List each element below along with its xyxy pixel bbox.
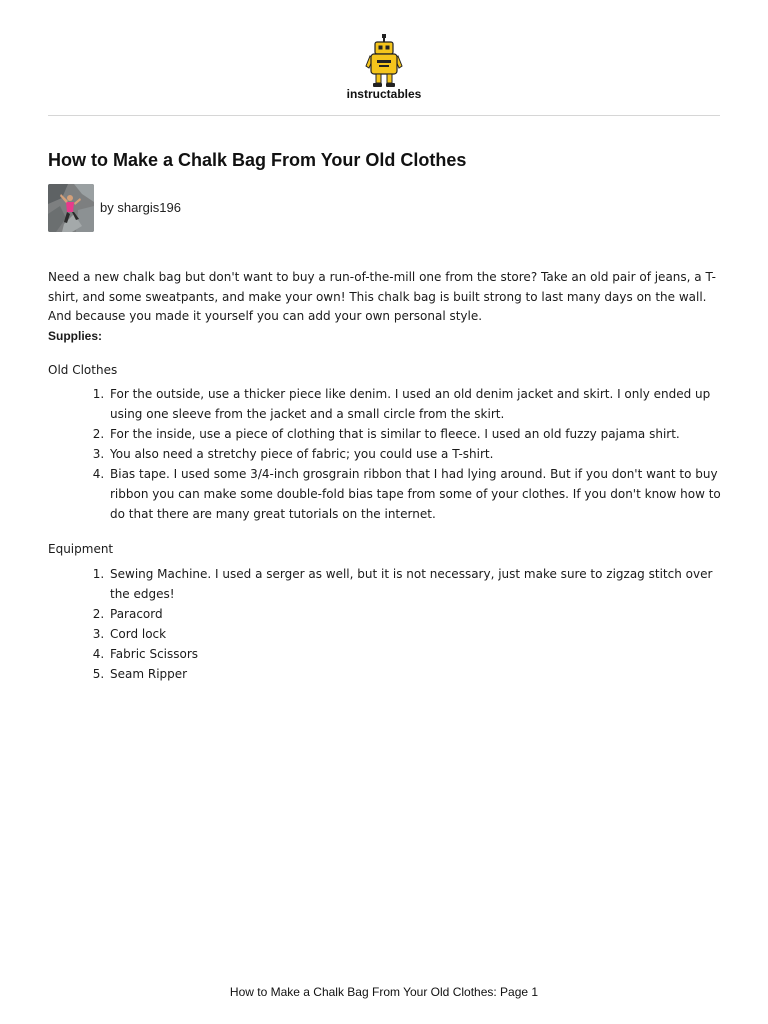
list-item: 4. Fabric Scissors — [108, 644, 728, 664]
page-header — [0, 0, 768, 116]
list-item: 2. Paracord — [108, 604, 728, 624]
author-byline[interactable]: by shargis196 — [100, 200, 181, 215]
list-item: 2. For the inside, use a piece of clothing that is similar to fleece. I used an old fuzzy pajama shirt. — [108, 424, 728, 444]
page-title: How to Make a Chalk Bag From Your Old Clothes — [48, 150, 467, 170]
equipment-list — [48, 564, 728, 684]
list-item: 3. You also need a stretchy piece of fabric; you could use a T-shirt. — [108, 444, 728, 464]
old-clothes-list — [48, 384, 728, 524]
list-item: 1. Sewing Machine. I used a serger as well, but it is not necessary, just make sure to zigzag stitch over the edges! — [108, 564, 728, 604]
author-photo-icon — [48, 184, 94, 232]
list-item: 4. Bias tape. I used some 3/4-inch grosgrain ribbon that I had lying around. But if you don't want to buy ribbon you can make some double-fold bias tape from some of your clothes. If you don't know how to do that there are many great tutorials on the internet. — [108, 464, 728, 524]
brand-name[interactable]: instructables — [346, 87, 422, 101]
equipment-heading: Equipment — [48, 542, 114, 556]
intro-paragraph: Need a new chalk bag but don't want to buy a run-of-the-mill one from the store? Take an old pair of jeans, a T-shirt, and some sweatpants, and make your own! This chalk bag is built strong to last many days on the wall. And because you made it yourself you can add your own personal style. — [48, 270, 717, 323]
list-item: 1. For the outside, use a thicker piece like denim. I used an old denim jacket and skirt. I only ended up using one sleeve from the jacket and a small circle from the skirt. — [108, 384, 728, 424]
article-body — [48, 268, 728, 684]
header-divider — [48, 115, 720, 116]
list-item: 3. Cord lock — [108, 624, 728, 644]
instructables-robot-icon — [360, 34, 408, 88]
list-item: 5. Seam Ripper — [108, 664, 728, 684]
old-clothes-heading: Old Clothes — [48, 362, 118, 377]
supplies-heading: Supplies: — [48, 328, 103, 343]
author-avatar[interactable] — [48, 184, 94, 232]
page-footer: How to Make a Chalk Bag From Your Old Clothes: Page 1 — [229, 985, 539, 999]
